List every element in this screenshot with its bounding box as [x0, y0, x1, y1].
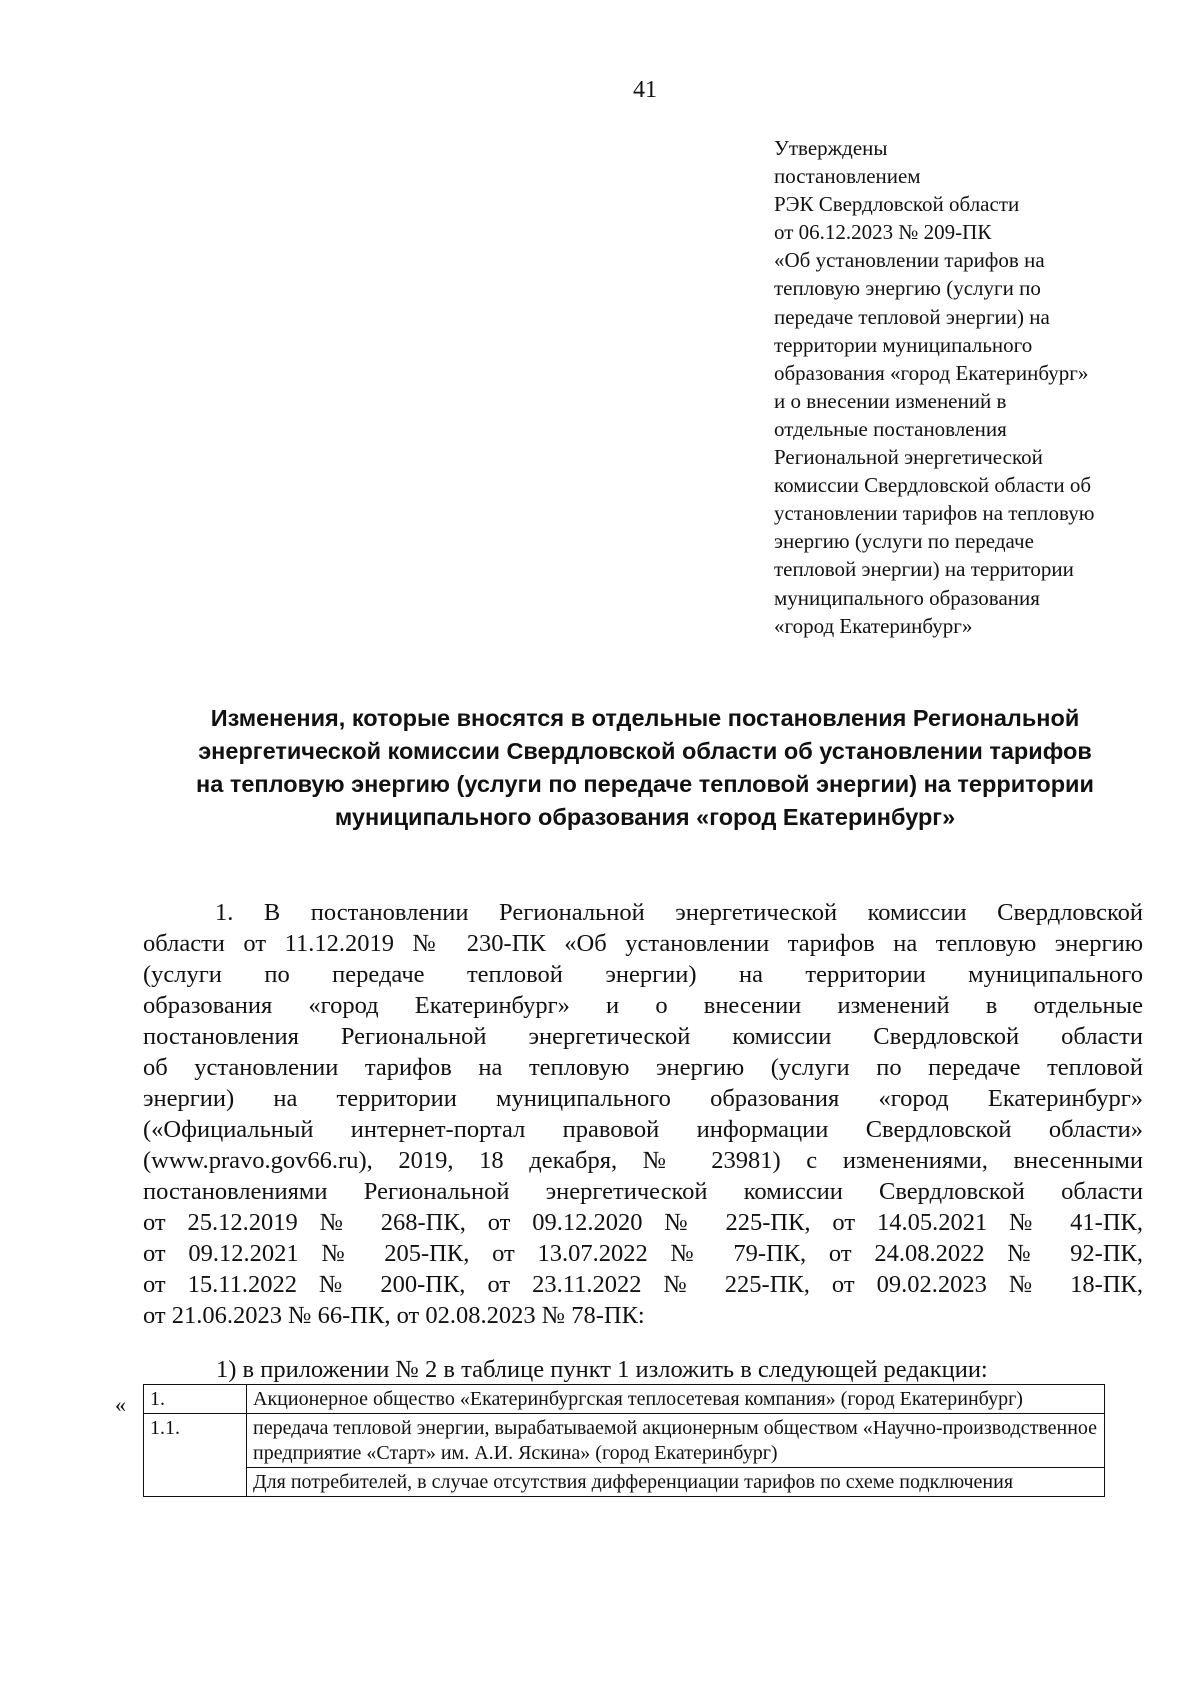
paragraph-line: 1. В постановлении Региональной энергетической комиссии Свердловской: [215, 899, 1143, 926]
table-row: [144, 1385, 1105, 1414]
paragraph-1: [143, 897, 1143, 1331]
row-number-cell: 1.1.: [144, 1414, 247, 1497]
paragraph-line: образования «город Екатеринбург» и о внесении изменений в отдельные: [143, 992, 1143, 1019]
approval-line: образования «город Екатеринбург»: [774, 360, 1089, 385]
paragraph-line: области от 11.12.2019 № 230-ПК «Об установлении тарифов на тепловую энергию: [143, 930, 1143, 957]
paragraph-line: (услуги по передаче тепловой энергии) на территории муниципального: [143, 961, 1143, 988]
row-number-cell: 1.: [144, 1385, 247, 1414]
row-text-cell: передача тепловой энергии, вырабатываемой акционерным обществом «Научно-производственное предприятие «Старт» им. А.И. Яскина» (город Екатеринбург): [247, 1414, 1105, 1468]
table-row: [144, 1468, 1105, 1497]
paragraph-line: от 25.12.2019 № 268-ПК, от 09.12.2020 № 225-ПК, от 14.05.2021 № 41-ПК,: [143, 1209, 1143, 1236]
heading-line: муниципального образования «город Екатеринбург»: [334, 804, 956, 830]
paragraph-line: (www.pravo.gov66.ru), 2019, 18 декабря, № 23981) с изменениями, внесенными: [143, 1147, 1143, 1174]
approval-line: тепловой энергии) на территории: [774, 557, 1074, 582]
approval-line: отдельные постановления: [774, 416, 1007, 441]
subpoint-1: 1) в приложении № 2 в таблице пункт 1 изложить в следующей редакции:: [216, 1356, 988, 1383]
row-text-cell: Акционерное общество «Екатеринбургская теплосетевая компания» (город Екатеринбург): [247, 1385, 1105, 1414]
paragraph-line: энергии) на территории муниципального образования «город Екатеринбург»: [143, 1085, 1143, 1112]
approval-line: РЭК Свердловской области: [774, 192, 1020, 217]
paragraph-line: от 21.06.2023 № 66-ПК, от 02.08.2023 № 78-ПК:: [143, 1302, 645, 1329]
paragraph-line: постановлениями Региональной энергетической комиссии Свердловской области: [143, 1178, 1143, 1205]
approval-line: и о внесении изменений в: [774, 388, 1007, 413]
page-number: 41: [633, 77, 657, 103]
paragraph-line: от 15.11.2022 № 200-ПК, от 23.11.2022 № 225-ПК, от 09.02.2023 № 18-ПК,: [143, 1271, 1143, 1298]
row-text-cell: Для потребителей, в случае отсутствия дифференциации тарифов по схеме подключения: [247, 1468, 1105, 1497]
approval-line: Утверждены: [774, 136, 888, 160]
approval-line: муниципального образования: [774, 585, 1040, 610]
heading-line: Изменения, которые вносятся в отдельные постановления Региональной: [210, 705, 1080, 731]
approval-line: от 06.12.2023 № 209-ПК: [774, 220, 992, 245]
paragraph-line: от 09.12.2021 № 205-ПК, от 13.07.2022 № 79-ПК, от 24.08.2022 № 92-ПК,: [143, 1240, 1143, 1267]
heading-line: энергетической комиссии Свердловской области об установлении тарифов: [198, 738, 1092, 764]
approval-line: «город Екатеринбург»: [774, 613, 973, 638]
paragraph-line: («Официальный интернет-портал правовой информации Свердловской области»: [143, 1116, 1143, 1143]
approval-line: тепловую энергию (услуги по: [774, 276, 1041, 301]
approval-line: энергию (услуги по передаче: [774, 529, 1034, 554]
approval-block: [774, 134, 1174, 640]
changes-table: [143, 1384, 1105, 1497]
opening-quote: «: [115, 1392, 126, 1417]
approval-line: установлении тарифов на тепловую: [774, 501, 1095, 526]
table-row: [144, 1414, 1105, 1468]
approval-line: передаче тепловой энергии) на: [774, 304, 1050, 329]
approval-line: территории муниципального: [774, 332, 1033, 357]
approval-line: «Об установлении тарифов на: [774, 248, 1045, 273]
approval-line: комиссии Свердловской области об: [774, 473, 1092, 498]
heading-line: на тепловую энергию (услуги по передаче тепловой энергии) на территории: [196, 771, 1094, 797]
paragraph-line: об установлении тарифов на тепловую энергию (услуги по передаче тепловой: [143, 1054, 1143, 1081]
approval-line: постановлением: [774, 164, 921, 189]
paragraph-line: постановления Региональной энергетической комиссии Свердловской области: [143, 1023, 1143, 1050]
document-heading: [100, 702, 1190, 834]
approval-line: Региональной энергетической: [774, 445, 1043, 470]
